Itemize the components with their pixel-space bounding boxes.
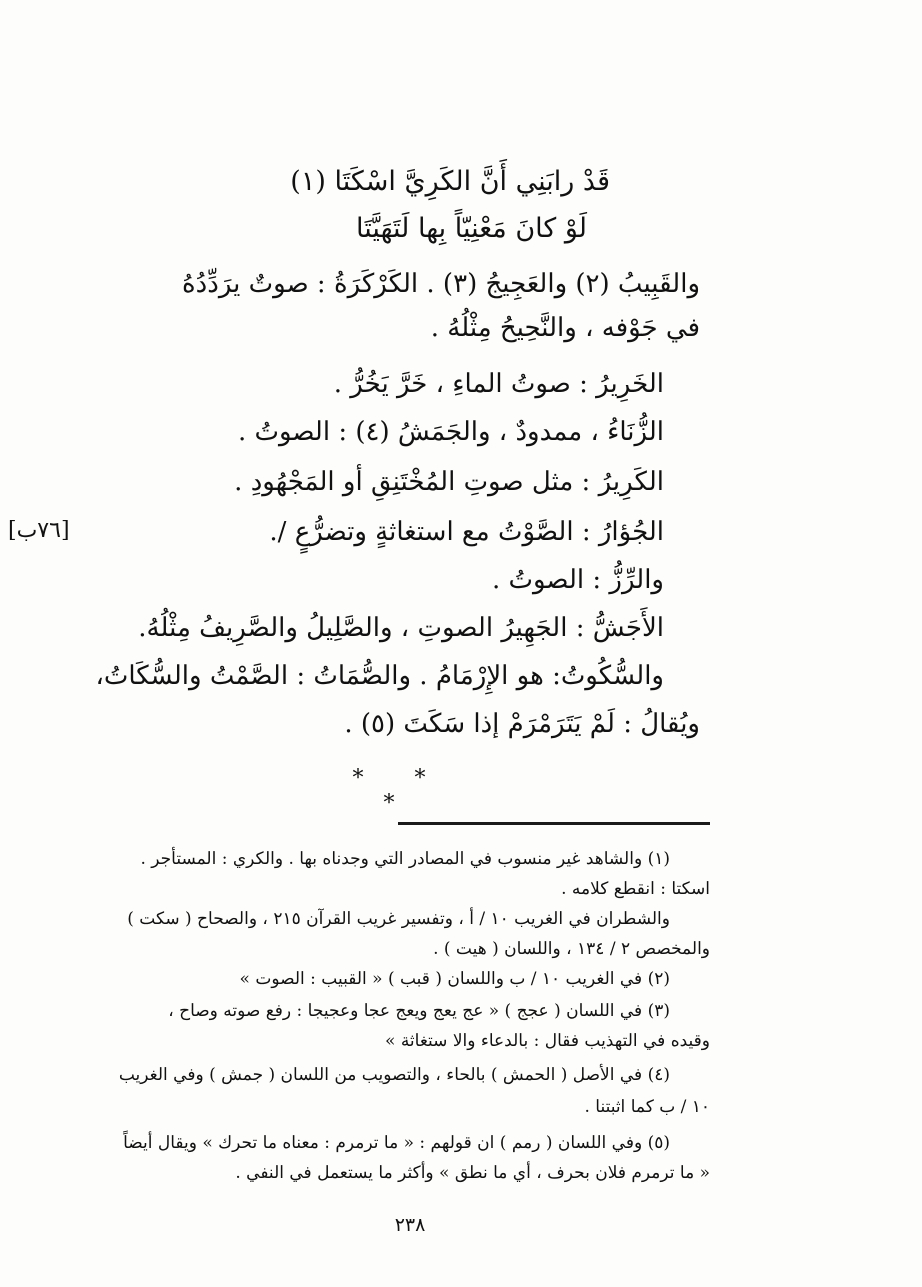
body-line: الزُّنَاءُ ، ممدودٌ ، والجَمَشُ (٤) : الصوتُ . xyxy=(237,417,664,447)
body-line: والرِّزُّ : الصوتُ . xyxy=(491,565,664,595)
footnote-line: (٣) في اللسان ( عجج ) « عج يعج ويعج عجا وعجيجا : رفع صوته وصاح ، xyxy=(168,1001,670,1021)
footnote-line: (٤) في الأصل ( الحمش ) بالحاء ، والتصويب من اللسان ( جمش ) وفي الغريب xyxy=(118,1065,670,1085)
footnote-line: (٥) وفي اللسان ( رمم ) ان قولهم : « ما ترمرم : معناه ما تحرك » ويقال أيضاً xyxy=(123,1133,670,1153)
section-separator: * * * xyxy=(352,766,448,816)
body-line: الجُؤارُ : الصَّوْتُ مع استغاثةٍ وتضرُّعٍ /. xyxy=(269,517,664,547)
page-number: ٢٣٨ xyxy=(394,1214,426,1236)
footnote-line: اسكتا : انقطع كلامه . xyxy=(561,879,710,899)
footnote-rule xyxy=(398,822,710,825)
body-line: الكَرِيرُ : مثل صوتِ المُخْتَنِقِ أو المَجْهُودِ . xyxy=(234,467,664,497)
body-line: والسُّكُوتُ: هو الإِرْمَامُ . والصُّمَاتُ : الصَّمْتُ والسُّكَاتُ، xyxy=(95,661,664,691)
body-line: ويُقالُ : لَمْ يَتَرَمْرَمْ إذا سَكَتَ (٥) . xyxy=(344,709,700,739)
body-line: والقَبِيبُ (٢) والعَجِيجُ (٣) . الكَرْكَرَةُ : صوتٌ يرَدِّدُهُ xyxy=(182,269,700,299)
footnote-line: والشطران في الغريب ١٠ / أ ، وتفسير غريب القرآن ٢١٥ ، والصحاح ( سكت ) xyxy=(127,909,670,929)
body-line: الأَجَشُّ : الجَهِيرُ الصوتِ ، والصَّلِيلُ والصَّرِيفُ مِثْلُهُ. xyxy=(138,613,664,643)
footnote-line: « ما ترمرم فلان بحرف ، أي ما نطق » وأكثر ما يستعمل في النفي . xyxy=(235,1163,710,1183)
body-line: الخَرِيرُ : صوتُ الماءِ ، خَرَّ يَخُرُّ . xyxy=(333,369,664,399)
poetry-verse-first: قَدْ رابَنِي أَنَّ الكَرِيَّ اسْكَتَا (١) xyxy=(290,166,610,197)
footnote-line: والمخصص ٢ / ١٣٤ ، واللسان ( هيت ) . xyxy=(433,939,710,959)
footnote-line: وقيده في التهذيب فقال : بالدعاء والا ستغاثة » xyxy=(385,1031,710,1051)
poetry-verse-second: لَوْ كانَ مَعْنِيّاً بِها لَتَهَيَّتَا xyxy=(356,213,587,244)
footnote-line: (٢) في الغريب ١٠ / ب واللسان ( قبب ) « القبيب : الصوت » xyxy=(239,969,670,989)
footnote-line: (١) والشاهد غير منسوب في المصادر التي وجدناه بها . والكري : المستأجر . xyxy=(140,849,670,869)
footnote-line: ١٠ / ب كما اثبتنا . xyxy=(584,1097,710,1117)
margin-folio-marker: [٧٦ب] xyxy=(8,518,70,543)
body-line: في جَوْفه ، والنَّحِيحُ مِثْلُهُ . xyxy=(430,313,700,343)
